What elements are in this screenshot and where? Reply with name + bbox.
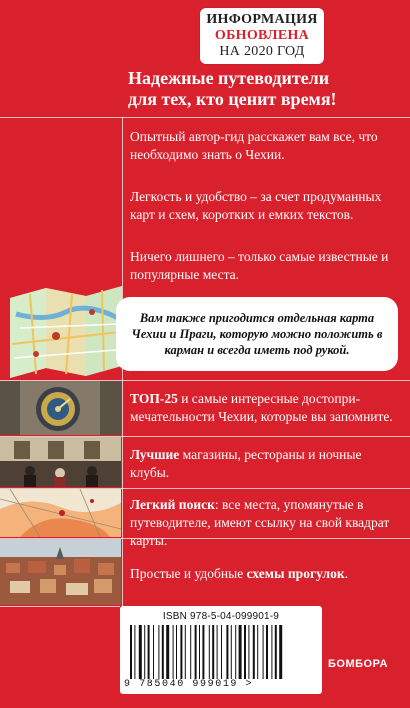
map-fragment-image [0,489,121,537]
updated-info-badge [200,8,324,64]
feature-best-text: магазины, рестораны и ночные клубы. [130,447,362,480]
feature-walks-bold: схемы прогулок [246,566,345,581]
feature-easy-search-bold: Легкий поиск [130,497,215,512]
astronomical-clock-photo [0,381,121,435]
folded-map-image [6,284,126,380]
feature-walks [130,565,400,583]
paragraph-ease: Легкость и удобство – за счет продуманных карт и схем, коротких и емких текстов. [130,189,382,222]
paragraph-nothing-extra: Ничего лишнего – только самые известные и популярные места. [130,249,389,282]
street-cafe-photo [0,437,121,487]
feature-walks-pre: Простые и удобные [130,566,247,581]
publisher-logo: БОМБОРА [328,658,388,670]
feature-best [130,446,400,482]
feature-easy-search-text: : все места, упомянутые в путеводителе, имеют ссылку на свой квадрат карты. [130,497,390,548]
slogan-line-1: Надежные путеводители [128,68,330,88]
divider [0,117,410,118]
slogan-line-2: для тех, кто ценит время! [128,89,337,109]
feature-walks-post: . [344,566,348,581]
prague-panorama-photo [0,539,121,605]
map-callout: Вам также пригодится отдельная карта Чехии и Праги, которую можно положить в карман и всегда иметь под рукой. [116,297,398,371]
badge-line-3: НА 2020 ГОД [219,44,305,59]
divider [0,606,120,607]
barcode [120,606,322,694]
feature-top25 [130,390,400,426]
isbn-number: ISBN 978-5-04-099901-9 [162,611,280,622]
barcode-bars [130,625,312,679]
feature-easy-search [130,496,400,550]
feature-top25-text: и самые интересные достопри-мечательности Чехии, которые вы запомните. [130,391,393,424]
paragraph-author: Опытный автор-гид расскажет вам все, что необходимо знать о Чехии. [130,129,378,162]
slogan [128,68,410,110]
badge-line-2: ОБНОВЛЕНА [214,28,310,43]
feature-best-bold: Лучшие [130,447,180,462]
feature-top25-bold: ТОП-25 [130,391,178,406]
barcode-digits: 9 785040 999019 > [124,679,254,690]
badge-line-1: ИНФОРМАЦИЯ [206,12,318,27]
